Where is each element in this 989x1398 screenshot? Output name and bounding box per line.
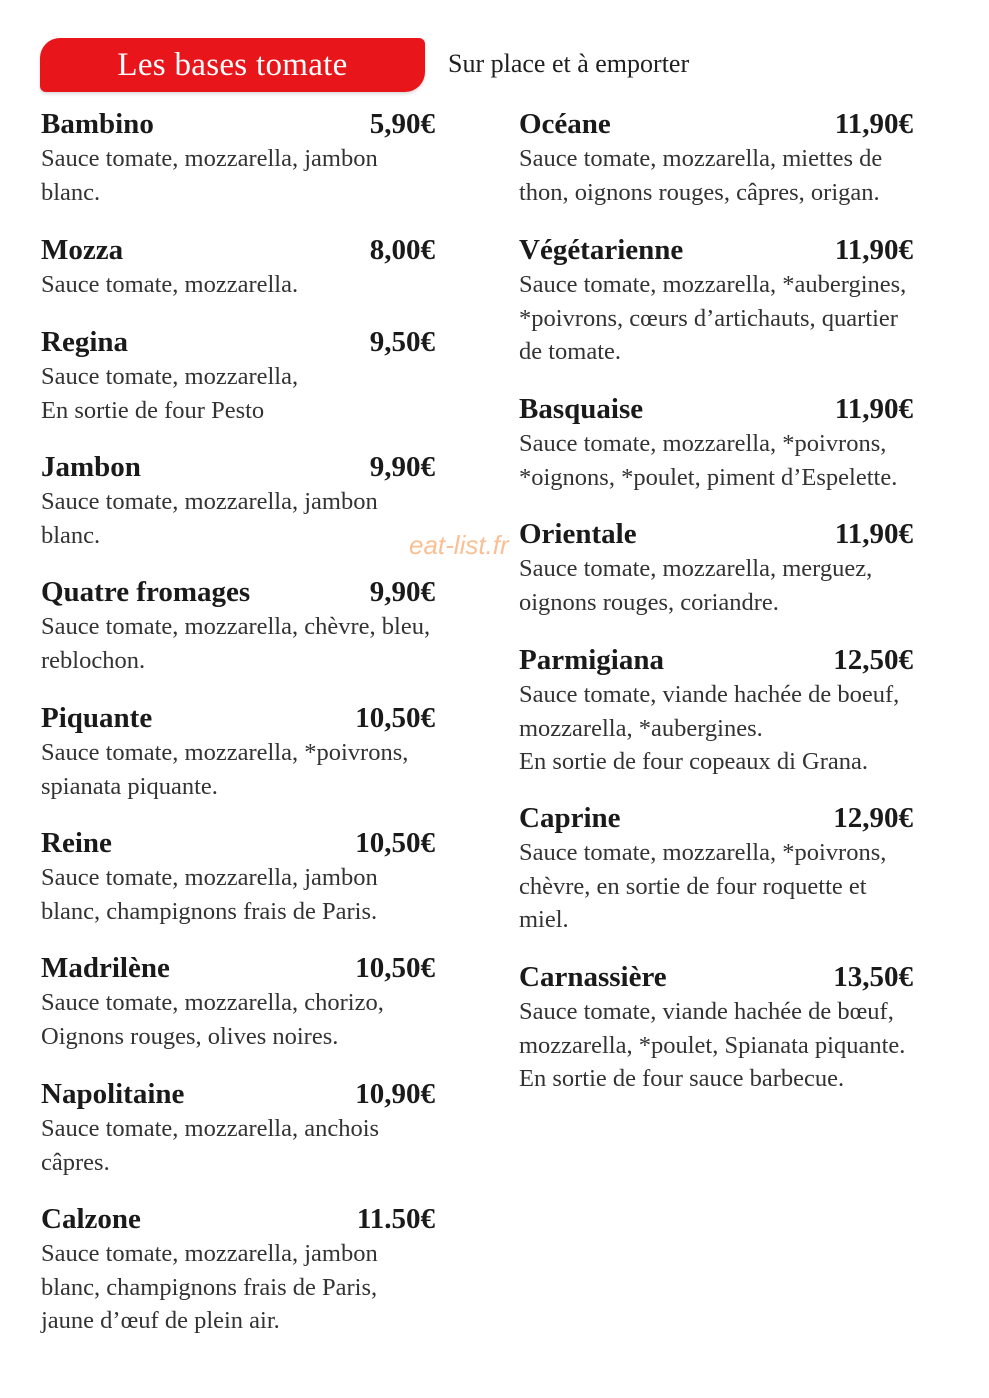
menu-item-description-line: Sauce tomate, mozzarella, anchois bbox=[41, 1115, 380, 1142]
menu-item-price: 5,90€ bbox=[369, 108, 435, 140]
section-title: Les bases tomate bbox=[117, 46, 348, 83]
menu-item-description bbox=[519, 142, 959, 209]
menu-item-description-line: En sortie de four copeaux di Grana. bbox=[519, 748, 868, 775]
menu-item bbox=[519, 644, 959, 779]
menu-item bbox=[519, 802, 959, 937]
menu-item-price: 10,90€ bbox=[355, 1078, 435, 1110]
menu-item-price: 9,90€ bbox=[369, 451, 435, 483]
menu-item-description-line: Sauce tomate, mozzarella, bbox=[41, 363, 299, 390]
menu-item-description bbox=[41, 861, 481, 928]
menu-item-price: 11,90€ bbox=[834, 234, 913, 266]
menu-item bbox=[519, 961, 959, 1096]
menu-item-name: Bambino bbox=[41, 108, 154, 140]
menu-item-header bbox=[519, 644, 959, 678]
menu-item-description-line: miel. bbox=[519, 906, 569, 933]
menu-item-price: 13,50€ bbox=[833, 961, 913, 993]
menu-item-price: 9,90€ bbox=[369, 576, 435, 608]
menu-item bbox=[41, 1203, 481, 1338]
menu-item-description-line: mozzarella, *poulet, Spianata piquante. bbox=[519, 1031, 906, 1059]
menu-item-name: Carnassière bbox=[519, 961, 667, 993]
menu-item bbox=[41, 326, 481, 427]
menu-item-description-line: blanc. bbox=[41, 178, 101, 206]
menu-item-name: Napolitaine bbox=[41, 1078, 185, 1110]
menu-item-header bbox=[519, 518, 959, 552]
menu-item-header bbox=[519, 108, 959, 142]
menu-item-description-line: Sauce tomate, mozzarella, chorizo, bbox=[41, 989, 384, 1016]
menu-item bbox=[41, 952, 481, 1053]
menu-item-description-line: Sauce tomate, mozzarella, jambon bbox=[41, 145, 378, 172]
menu-item-description-line: Sauce tomate, mozzarella, miettes de bbox=[519, 145, 883, 172]
menu-item-description-line: Sauce tomate, mozzarella. bbox=[41, 271, 299, 298]
menu-item-description bbox=[519, 427, 959, 494]
menu-item-name: Calzone bbox=[41, 1203, 141, 1235]
menu-item bbox=[41, 234, 481, 302]
menu-item-description-line: Sauce tomate, mozzarella, *aubergines, bbox=[519, 271, 907, 298]
menu-item-price: 12,50€ bbox=[833, 644, 913, 676]
menu-item-name: Regina bbox=[41, 326, 128, 358]
menu-item-description bbox=[41, 736, 481, 803]
menu-item bbox=[519, 518, 959, 619]
menu-item-description-line: blanc, champignons frais de Paris. bbox=[41, 897, 378, 925]
menu-item-description-line: mozzarella, *aubergines. bbox=[519, 714, 763, 742]
menu-item-name: Jambon bbox=[41, 451, 141, 483]
menu-item-price: 12,90€ bbox=[833, 802, 913, 834]
menu-item-description-line: Sauce tomate, viande hachée de bœuf, bbox=[519, 998, 894, 1025]
menu-item-description-line: En sortie de four sauce barbecue. bbox=[519, 1065, 845, 1092]
menu-item-description-line: Sauce tomate, mozzarella, chèvre, bleu, bbox=[41, 613, 431, 640]
menu-item-header bbox=[41, 451, 481, 485]
menu-item bbox=[41, 827, 481, 928]
menu-item-header bbox=[519, 393, 959, 427]
menu-item-header bbox=[41, 234, 481, 268]
menu-item-description-line: spianata piquante. bbox=[41, 772, 218, 800]
menu-item-price: 11,90€ bbox=[834, 393, 913, 425]
menu-item-name: Végétarienne bbox=[519, 234, 684, 266]
menu-item-price: 11,90€ bbox=[834, 108, 913, 140]
menu-item-description-line: blanc. bbox=[41, 521, 101, 549]
menu-item-name: Orientale bbox=[519, 518, 637, 550]
menu-item bbox=[41, 576, 481, 677]
menu-item-description-line: Sauce tomate, viande hachée de boeuf, bbox=[519, 681, 900, 708]
menu-item-price: 10,50€ bbox=[355, 952, 435, 984]
menu-item-name: Parmigiana bbox=[519, 644, 664, 676]
menu-item-description-line: reblochon. bbox=[41, 646, 146, 674]
menu-item-header bbox=[519, 961, 959, 995]
menu-item-header bbox=[519, 802, 959, 836]
menu-item-description-line: *oignons, *poulet, piment d’Espelette. bbox=[519, 463, 898, 491]
menu-item-header bbox=[41, 576, 481, 610]
menu-item-name: Quatre fromages bbox=[41, 576, 251, 608]
menu-item-name: Reine bbox=[41, 827, 112, 859]
menu-item-description bbox=[519, 678, 959, 779]
menu-item-name: Basquaise bbox=[519, 393, 644, 425]
menu-item-description bbox=[519, 552, 959, 619]
menu-item-name: Caprine bbox=[519, 802, 621, 834]
menu-item-name: Piquante bbox=[41, 702, 153, 734]
menu-item-price: 10,50€ bbox=[355, 827, 435, 859]
menu-item-description-line: Sauce tomate, mozzarella, merguez, bbox=[519, 555, 873, 582]
menu-item-header bbox=[41, 952, 481, 986]
menu-item-description-line: oignons rouges, coriandre. bbox=[519, 588, 779, 616]
menu-item-description-line: En sortie de four Pesto bbox=[41, 396, 265, 424]
menu-item-description-line: Sauce tomate, mozzarella, *poivrons, bbox=[519, 430, 887, 457]
menu-item bbox=[41, 1078, 481, 1179]
menu-item-name: Mozza bbox=[41, 234, 124, 266]
menu-item bbox=[519, 108, 959, 209]
menu-item-header bbox=[41, 108, 481, 142]
menu-item-description bbox=[41, 360, 481, 427]
menu-item bbox=[519, 393, 959, 494]
menu-item-name: Océane bbox=[519, 108, 611, 140]
section-subtitle: Sur place et à emporter bbox=[448, 49, 690, 78]
menu-item-description-line: Oignons rouges, olives noires. bbox=[41, 1022, 339, 1050]
menu-item-description bbox=[519, 268, 959, 369]
watermark: eat-list.fr bbox=[409, 530, 509, 560]
menu-item-description-line: Sauce tomate, mozzarella, *poivrons, bbox=[519, 839, 887, 866]
menu-item-description-line: Sauce tomate, mozzarella, jambon bbox=[41, 488, 378, 515]
menu-item-description bbox=[519, 836, 959, 937]
menu-item-description bbox=[41, 268, 481, 302]
section-title-banner bbox=[40, 38, 425, 92]
menu-item-header bbox=[41, 1078, 481, 1112]
menu-item-description-line: *poivrons, cœurs d’artichauts, quartier bbox=[519, 304, 898, 332]
menu-item-price: 11.50€ bbox=[356, 1203, 435, 1235]
menu-item bbox=[41, 108, 481, 209]
menu-item-description-line: blanc, champignons frais de Paris, bbox=[41, 1273, 378, 1301]
menu-item-header bbox=[41, 702, 481, 736]
menu-item-description-line: thon, oignons rouges, câpres, origan. bbox=[519, 178, 880, 206]
menu-item-header bbox=[41, 827, 481, 861]
menu-item-description-line: de tomate. bbox=[519, 338, 622, 365]
menu-item bbox=[41, 702, 481, 803]
menu-item-header bbox=[41, 1203, 481, 1237]
menu-item-description-line: Sauce tomate, mozzarella, jambon bbox=[41, 864, 378, 891]
menu-item-header bbox=[519, 234, 959, 268]
menu-item-description bbox=[41, 986, 481, 1053]
menu-item-description-line: chèvre, en sortie de four roquette et bbox=[519, 872, 867, 900]
menu-item-price: 10,50€ bbox=[355, 702, 435, 734]
menu-item-description bbox=[41, 610, 481, 677]
menu-item bbox=[519, 234, 959, 369]
menu-item-header bbox=[41, 326, 481, 360]
menu-item-description-line: Sauce tomate, mozzarella, jambon bbox=[41, 1240, 378, 1267]
menu-item-price: 8,00€ bbox=[369, 234, 435, 266]
menu-item-price: 11,90€ bbox=[834, 518, 913, 550]
menu-item-name: Madrilène bbox=[41, 952, 170, 984]
menu-item-description bbox=[519, 995, 959, 1096]
menu-item-description-line: jaune d’œuf de plein air. bbox=[41, 1307, 280, 1334]
menu-item-description bbox=[41, 1237, 481, 1338]
menu-item-description bbox=[41, 142, 481, 209]
menu-item-description bbox=[41, 1112, 481, 1179]
menu-item-price: 9,50€ bbox=[369, 326, 435, 358]
menu-item-description-line: Sauce tomate, mozzarella, *poivrons, bbox=[41, 739, 409, 766]
menu-item-description-line: câpres. bbox=[41, 1148, 110, 1176]
